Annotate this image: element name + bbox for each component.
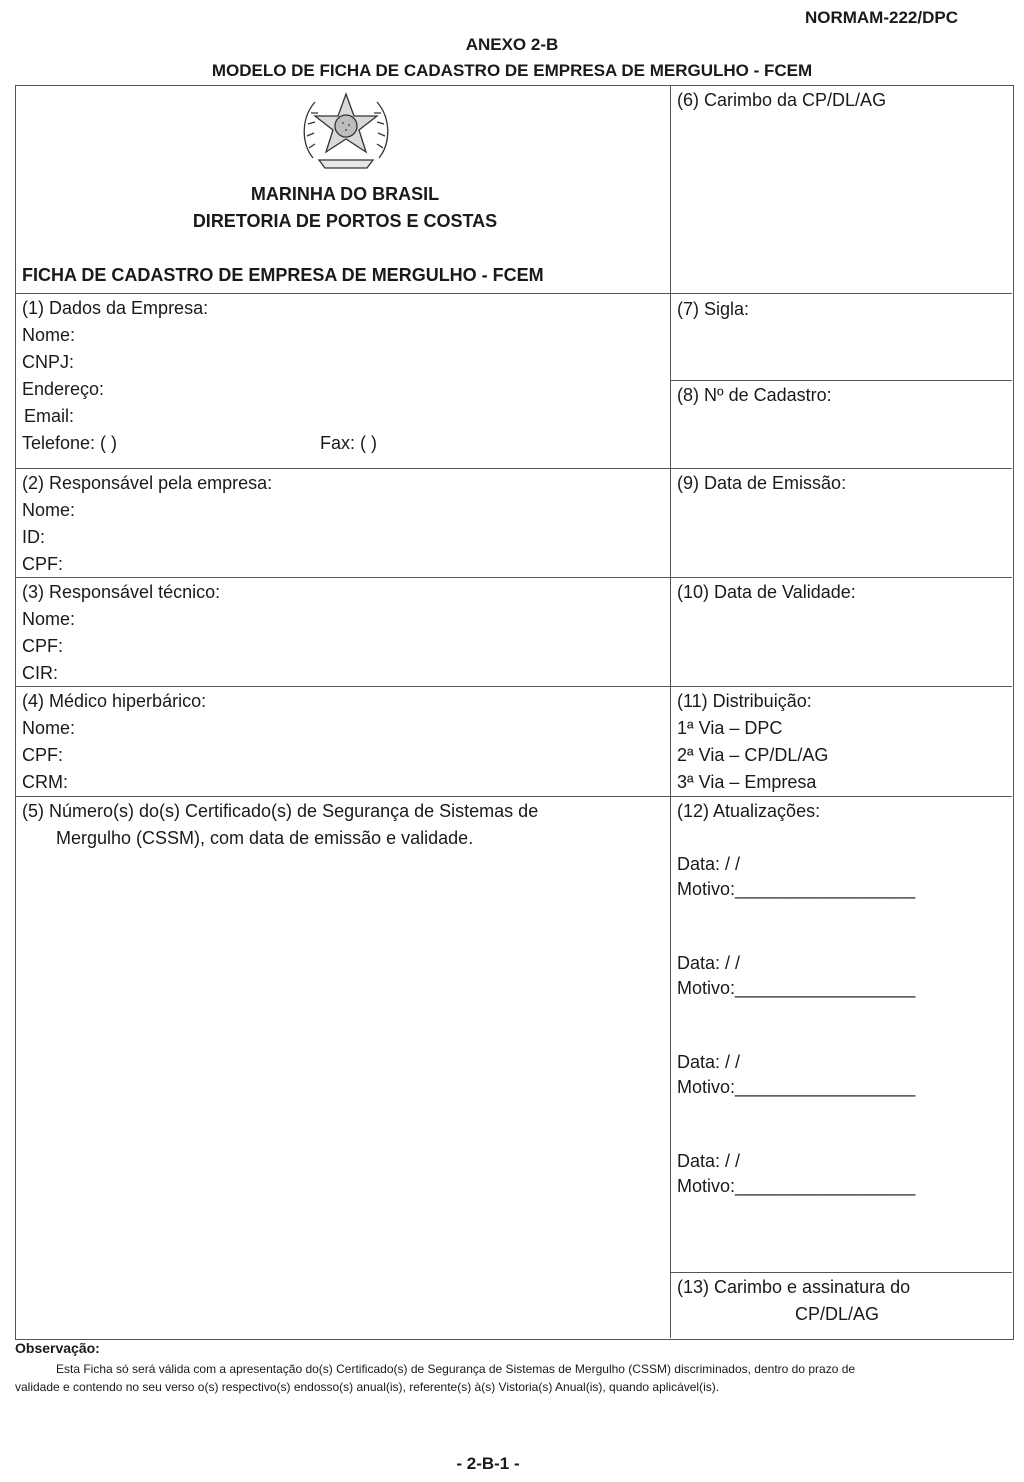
field-fax: Fax: ( ) — [320, 433, 377, 453]
org-line-2: DIRETORIA DE PORTOS E COSTAS — [192, 211, 498, 231]
section-title: (1) Dados da Empresa: — [22, 298, 209, 318]
update-reason: Motivo:__________________ — [677, 978, 916, 998]
update-reason: Motivo:__________________ — [677, 1077, 916, 1097]
field-endereco: Endereço: — [22, 379, 105, 399]
field-issue-date: (9) Data de Emissão: — [677, 473, 847, 493]
section-company-data — [22, 295, 208, 457]
update-reason: Motivo:__________________ — [677, 879, 916, 899]
distribution-via: 2ª Via – CP/DL/AG — [677, 745, 829, 765]
note-line-2: validade e contendo no seu verso o(s) respectivo(s) endosso(s) anual(is), referente(s) à(s) Vistoria(s) Anual(is), quando aplicável(is). — [15, 1380, 720, 1394]
normam-code: NORMAM-222/DPC — [804, 8, 958, 27]
brazil-coat-of-arms-icon — [297, 88, 395, 180]
field-telefone: Telefone: ( ) — [22, 433, 118, 453]
annex-label: ANEXO 2-B — [465, 35, 559, 54]
section-title: (11) Distribuição: — [677, 691, 812, 711]
field-nome: Nome: — [22, 609, 76, 629]
section-title-line-1: (5) Número(s) do(s) Certificado(s) de Segurança de Sistemas de — [22, 801, 539, 821]
update-date: Data: / / — [677, 854, 741, 874]
distribution-via: 1ª Via – DPC — [677, 718, 783, 738]
update-entry — [677, 1149, 915, 1199]
field-nome: Nome: — [22, 718, 76, 738]
section-hyperbaric-doctor — [22, 688, 206, 796]
field-cir: CIR: — [22, 663, 58, 683]
row-divider — [15, 468, 1012, 469]
org-line-1: MARINHA DO BRASIL — [250, 184, 440, 204]
section-title-line-2: Mergulho (CSSM), com data de emissão e validade. — [56, 828, 474, 848]
note-label: Observação: — [15, 1340, 100, 1356]
section-company-responsible — [22, 470, 272, 578]
field-cpf: CPF: — [22, 554, 64, 574]
section-technical-responsible — [22, 579, 220, 687]
note-line-1: Esta Ficha só será válida com a apresentação do(s) Certificado(s) de Segurança de Sistemas de Mergulho (CSSM) discriminados, dentro do prazo de — [56, 1362, 856, 1376]
section-signature — [677, 1274, 910, 1328]
update-date: Data: / / — [677, 1151, 741, 1171]
page-number: - 2-B-1 - — [456, 1454, 520, 1473]
update-entry — [677, 1050, 915, 1100]
field-cpf: CPF: — [22, 745, 64, 765]
section-updates-title: (12) Atualizações: — [677, 801, 821, 821]
field-cnpj: CNPJ: — [22, 352, 75, 372]
field-registration-number: (8) Nº de Cadastro: — [677, 385, 832, 405]
distribution-via: 3ª Via – Empresa — [677, 772, 817, 792]
row-divider — [670, 1272, 1012, 1273]
model-title: MODELO DE FICHA DE CADASTRO DE EMPRESA DE MERGULHO - FCEM — [211, 61, 813, 80]
field-nome: Nome: — [22, 325, 76, 345]
field-cpf: CPF: — [22, 636, 64, 656]
update-entry — [677, 852, 915, 902]
section-cssm — [22, 798, 538, 852]
section-title: (3) Responsável técnico: — [22, 582, 221, 602]
field-validity-date: (10) Data de Validade: — [677, 582, 856, 602]
row-divider — [15, 796, 1012, 797]
signature-line-2: CP/DL/AG — [795, 1304, 880, 1324]
field-crm: CRM: — [22, 772, 68, 792]
section-distribution — [677, 688, 828, 796]
field-nome: Nome: — [22, 500, 76, 520]
update-reason: Motivo:__________________ — [677, 1176, 916, 1196]
row-divider — [15, 293, 1012, 294]
section-title: (2) Responsável pela empresa: — [22, 473, 273, 493]
section-title: (4) Médico hiperbárico: — [22, 691, 207, 711]
update-entry — [677, 951, 915, 1001]
stamp-cp-dl-ag: (6) Carimbo da CP/DL/AG — [677, 90, 887, 110]
field-sigla: (7) Sigla: — [677, 299, 750, 319]
column-divider — [670, 85, 671, 1338]
field-id: ID: — [22, 527, 46, 547]
field-email: Email: — [24, 406, 75, 426]
row-divider — [670, 380, 1012, 381]
update-date: Data: / / — [677, 1052, 741, 1072]
update-date: Data: / / — [677, 953, 741, 973]
signature-line-1: (13) Carimbo e assinatura do — [677, 1277, 911, 1297]
form-title: FICHA DE CADASTRO DE EMPRESA DE MERGULHO - FCEM — [22, 265, 544, 285]
